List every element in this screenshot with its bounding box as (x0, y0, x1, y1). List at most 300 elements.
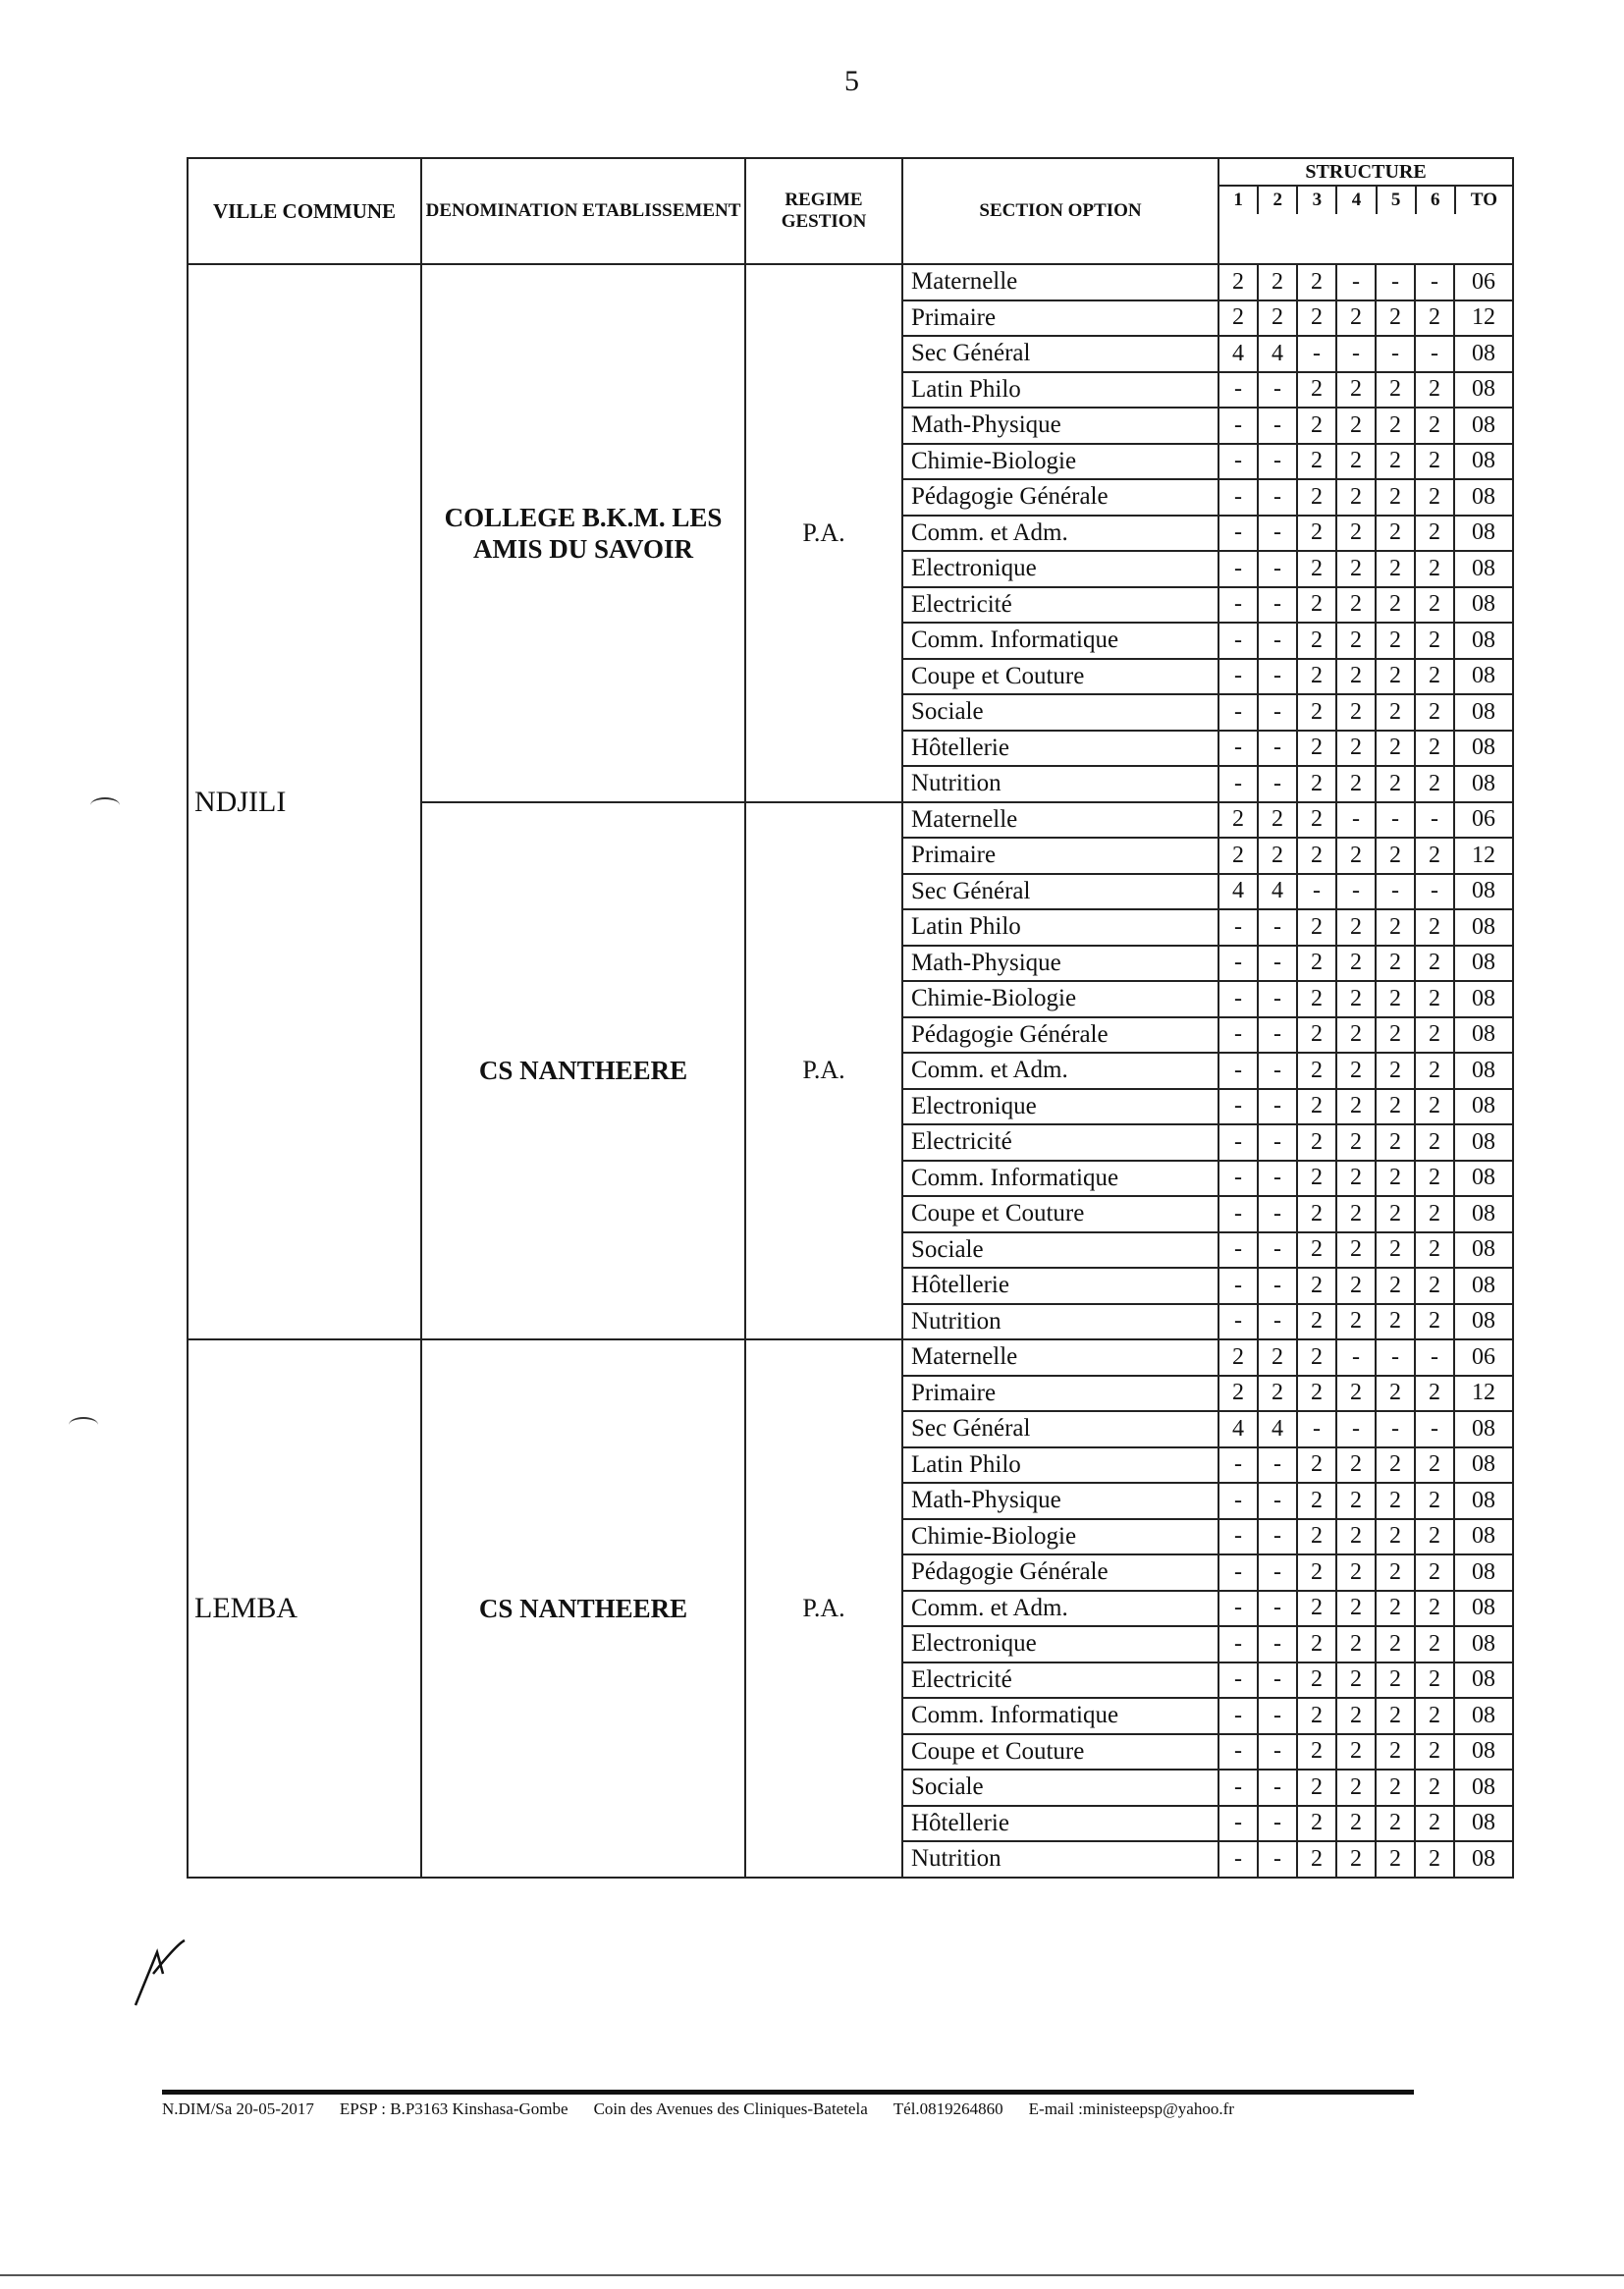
structure-count-cell: 2 (1336, 766, 1376, 802)
structure-count-cell: - (1258, 1770, 1297, 1806)
structure-count-cell: - (1258, 444, 1297, 480)
structure-count-cell: - (1258, 1591, 1297, 1627)
structure-count-cell: 2 (1415, 551, 1454, 587)
structure-count-cell: - (1297, 336, 1336, 372)
total-cell: 08 (1454, 372, 1513, 409)
structure-count-cell: 2 (1258, 1339, 1297, 1376)
structure-count-cell: 2 (1336, 909, 1376, 946)
structure-count-cell: 2 (1336, 408, 1376, 444)
regime-gestion-cell: P.A. (745, 1339, 902, 1878)
structure-count-cell: 2 (1336, 838, 1376, 874)
section-option-cell: Maternelle (902, 264, 1218, 300)
structure-count-cell: - (1218, 1841, 1258, 1878)
structure-count-cell: 2 (1336, 946, 1376, 982)
total-cell: 08 (1454, 1196, 1513, 1232)
structure-count-cell: 2 (1297, 731, 1336, 767)
structure-count-cell: 2 (1336, 1841, 1376, 1878)
structure-count-cell: 2 (1336, 1770, 1376, 1806)
structure-count-cell: 4 (1258, 336, 1297, 372)
table-row (188, 1339, 1513, 1376)
section-option-cell: Electronique (902, 1089, 1218, 1125)
structure-count-cell: 2 (1415, 946, 1454, 982)
structure-count-cell: - (1258, 1017, 1297, 1054)
section-option-cell: Hôtellerie (902, 1268, 1218, 1304)
total-cell: 08 (1454, 623, 1513, 659)
total-cell: 08 (1454, 1591, 1513, 1627)
table-body (188, 264, 1513, 1878)
structure-count-cell: - (1258, 1053, 1297, 1089)
total-cell: 08 (1454, 1161, 1513, 1197)
structure-count-cell: - (1297, 1411, 1336, 1447)
structure-count-cell: 2 (1297, 1376, 1336, 1412)
structure-columns (1219, 187, 1512, 214)
total-cell: 08 (1454, 587, 1513, 624)
structure-count-cell: 2 (1376, 694, 1415, 731)
header-section: SECTION OPTION (902, 158, 1218, 264)
structure-count-cell: 2 (1415, 1304, 1454, 1340)
structure-count-cell: 2 (1415, 1554, 1454, 1591)
structure-count-cell: - (1218, 1053, 1258, 1089)
structure-count-cell: 2 (1336, 1734, 1376, 1771)
structure-count-cell: 2 (1297, 1483, 1336, 1519)
structure-count-cell: - (1415, 874, 1454, 910)
structure-count-cell: 2 (1297, 1268, 1336, 1304)
structure-count-cell: 2 (1415, 659, 1454, 695)
structure-count-cell: - (1258, 587, 1297, 624)
structure-count-cell: 2 (1297, 1734, 1336, 1771)
structure-count-cell: 2 (1297, 1089, 1336, 1125)
structure-count-cell: - (1376, 1411, 1415, 1447)
section-option-cell: Primaire (902, 300, 1218, 337)
structure-count-cell: 2 (1376, 1519, 1415, 1555)
total-cell: 08 (1454, 909, 1513, 946)
structure-count-cell: 2 (1415, 408, 1454, 444)
total-cell: 08 (1454, 479, 1513, 516)
structure-count-cell: 2 (1376, 1626, 1415, 1662)
structure-count-cell: 2 (1218, 1376, 1258, 1412)
structure-count-cell: 2 (1218, 300, 1258, 337)
total-cell: 08 (1454, 1232, 1513, 1269)
structure-count-cell: 2 (1336, 1089, 1376, 1125)
structure-count-cell: - (1218, 1232, 1258, 1269)
structure-count-cell: 2 (1415, 731, 1454, 767)
structure-count-cell: 2 (1336, 300, 1376, 337)
total-cell: 08 (1454, 981, 1513, 1017)
structure-count-cell: - (1218, 1017, 1258, 1054)
structure-count-cell: 2 (1415, 1017, 1454, 1054)
total-cell: 08 (1454, 1841, 1513, 1878)
structure-count-cell: 2 (1415, 372, 1454, 409)
structure-count-cell: 4 (1218, 336, 1258, 372)
structure-count-cell: 2 (1415, 1232, 1454, 1269)
structure-count-cell: - (1218, 1519, 1258, 1555)
structure-count-cell: 2 (1297, 1053, 1336, 1089)
section-option-cell: Sociale (902, 1770, 1218, 1806)
section-option-cell: Hôtellerie (902, 731, 1218, 767)
ville-commune-cell: NDJILI (188, 264, 421, 1339)
structure-count-cell: 2 (1297, 479, 1336, 516)
structure-count-cell: 2 (1336, 551, 1376, 587)
structure-count-cell: 2 (1336, 1376, 1376, 1412)
structure-count-cell: 2 (1415, 1089, 1454, 1125)
structure-count-cell: 2 (1376, 909, 1415, 946)
structure-count-cell: 4 (1218, 874, 1258, 910)
section-option-cell: Math-Physique (902, 1483, 1218, 1519)
structure-count-cell: 2 (1218, 838, 1258, 874)
structure-count-cell: 2 (1297, 981, 1336, 1017)
structure-col-header: 3 (1298, 187, 1337, 214)
structure-count-cell: 2 (1336, 1232, 1376, 1269)
structure-count-cell: 2 (1376, 372, 1415, 409)
structure-count-cell: 2 (1415, 1161, 1454, 1197)
ville-commune-cell: LEMBA (188, 1339, 421, 1878)
structure-count-cell: - (1258, 551, 1297, 587)
structure-count-cell: 2 (1336, 731, 1376, 767)
structure-count-cell: 2 (1415, 694, 1454, 731)
section-option-cell: Comm. et Adm. (902, 1591, 1218, 1627)
section-option-cell: Nutrition (902, 1304, 1218, 1340)
total-cell: 08 (1454, 1698, 1513, 1734)
structure-count-cell: 2 (1336, 444, 1376, 480)
structure-count-cell: 2 (1415, 444, 1454, 480)
structure-count-cell: - (1258, 694, 1297, 731)
structure-count-cell: 2 (1297, 659, 1336, 695)
structure-count-cell: 2 (1415, 1483, 1454, 1519)
total-col-header: TO (1470, 190, 1497, 210)
structure-count-cell: - (1218, 1304, 1258, 1340)
total-cell: 08 (1454, 551, 1513, 587)
structure-count-cell: 2 (1336, 1304, 1376, 1340)
total-cell: 08 (1454, 1734, 1513, 1771)
structure-count-cell: - (1258, 372, 1297, 409)
table-row (188, 264, 1513, 300)
structure-count-cell: - (1218, 766, 1258, 802)
structure-count-cell: - (1258, 1519, 1297, 1555)
structure-count-cell: - (1258, 1268, 1297, 1304)
structure-count-cell: 2 (1415, 587, 1454, 624)
total-cell: 08 (1454, 766, 1513, 802)
structure-count-cell: 2 (1297, 1232, 1336, 1269)
structure-count-cell: - (1258, 479, 1297, 516)
total-cell: 08 (1454, 1483, 1513, 1519)
footer (162, 2099, 1438, 2119)
structure-count-cell: 2 (1376, 981, 1415, 1017)
structure-count-cell: 2 (1376, 1304, 1415, 1340)
structure-count-cell: 2 (1376, 1554, 1415, 1591)
structure-count-cell: 2 (1258, 1376, 1297, 1412)
section-option-cell: Latin Philo (902, 1447, 1218, 1484)
structure-count-cell: 2 (1258, 802, 1297, 839)
header-ville-commune: VILLE COMMUNE (188, 158, 421, 264)
structure-count-cell: - (1218, 1734, 1258, 1771)
structure-count-cell: 2 (1297, 300, 1336, 337)
structure-count-cell: 2 (1297, 1591, 1336, 1627)
structure-count-cell: - (1258, 1626, 1297, 1662)
handwritten-signature (128, 1935, 206, 2013)
total-cell: 08 (1454, 336, 1513, 372)
structure-count-cell: - (1218, 479, 1258, 516)
section-option-cell: Math-Physique (902, 408, 1218, 444)
structure-count-cell: - (1258, 766, 1297, 802)
structure-count-cell: 2 (1376, 1161, 1415, 1197)
structure-col-header: 4 (1337, 187, 1377, 214)
structure-count-cell: - (1415, 336, 1454, 372)
structure-count-cell: 2 (1415, 1698, 1454, 1734)
structure-count-cell: 2 (1336, 1268, 1376, 1304)
structure-count-cell: 4 (1258, 874, 1297, 910)
structure-count-cell: 2 (1297, 1770, 1336, 1806)
header-structure (1218, 158, 1513, 264)
section-option-cell: Sociale (902, 694, 1218, 731)
structure-table (187, 157, 1514, 1879)
page-number: 5 (844, 65, 859, 97)
structure-count-cell: 2 (1376, 623, 1415, 659)
structure-count-cell: - (1258, 1124, 1297, 1161)
structure-count-cell: 2 (1376, 766, 1415, 802)
structure-count-cell: - (1218, 1698, 1258, 1734)
structure-count-cell: 2 (1336, 1626, 1376, 1662)
structure-count-cell: 2 (1415, 766, 1454, 802)
section-option-cell: Nutrition (902, 1841, 1218, 1878)
total-cell: 08 (1454, 1806, 1513, 1842)
structure-count-cell: - (1218, 731, 1258, 767)
structure-count-cell: - (1218, 444, 1258, 480)
structure-count-cell: - (1218, 1196, 1258, 1232)
structure-count-cell: - (1218, 946, 1258, 982)
structure-count-cell: - (1258, 909, 1297, 946)
structure-count-cell: 2 (1415, 1053, 1454, 1089)
section-option-cell: Coupe et Couture (902, 1734, 1218, 1771)
structure-count-cell: 2 (1297, 1196, 1336, 1232)
section-option-cell: Math-Physique (902, 946, 1218, 982)
section-option-cell: Comm. Informatique (902, 1698, 1218, 1734)
structure-count-cell: 2 (1297, 909, 1336, 946)
structure-count-cell: 2 (1376, 838, 1415, 874)
structure-count-cell: 2 (1336, 1161, 1376, 1197)
structure-count-cell: 2 (1297, 408, 1336, 444)
structure-count-cell: 2 (1415, 1447, 1454, 1484)
structure-count-cell: 2 (1415, 1662, 1454, 1699)
structure-count-cell: - (1218, 1591, 1258, 1627)
total-cell: 08 (1454, 408, 1513, 444)
structure-count-cell: 2 (1376, 1698, 1415, 1734)
footer-tel: Tél.0819264860 (893, 2099, 1003, 2118)
structure-count-cell: 2 (1376, 946, 1415, 982)
structure-count-cell: 2 (1376, 1196, 1415, 1232)
section-option-cell: Pédagogie Générale (902, 479, 1218, 516)
total-cell: 08 (1454, 874, 1513, 910)
structure-count-cell: 2 (1376, 300, 1415, 337)
structure-count-cell: - (1258, 981, 1297, 1017)
structure-col-header: 6 (1417, 187, 1456, 214)
structure-count-cell: 2 (1415, 1519, 1454, 1555)
structure-count-cell: 2 (1297, 1698, 1336, 1734)
structure-count-cell: - (1218, 1161, 1258, 1197)
structure-count-cell: 2 (1218, 1339, 1258, 1376)
structure-col-header: 2 (1259, 187, 1298, 214)
structure-count-cell: - (1415, 1411, 1454, 1447)
structure-count-cell: - (1376, 1339, 1415, 1376)
structure-count-cell: 2 (1376, 1770, 1415, 1806)
total-cell: 08 (1454, 1268, 1513, 1304)
total-cell: 08 (1454, 1770, 1513, 1806)
structure-count-cell: 2 (1415, 1196, 1454, 1232)
structure-count-cell: - (1336, 802, 1376, 839)
structure-count-cell: 2 (1376, 1734, 1415, 1771)
total-cell: 06 (1454, 1339, 1513, 1376)
section-option-cell: Coupe et Couture (902, 1196, 1218, 1232)
section-option-cell: Hôtellerie (902, 1806, 1218, 1842)
structure-count-cell: - (1218, 623, 1258, 659)
structure-count-cell: 2 (1336, 1591, 1376, 1627)
structure-count-cell: 2 (1415, 516, 1454, 552)
structure-count-cell: 2 (1336, 1698, 1376, 1734)
total-cell: 12 (1454, 1376, 1513, 1412)
structure-count-cell: 2 (1336, 372, 1376, 409)
structure-count-cell: 2 (1336, 1017, 1376, 1054)
structure-count-cell: 2 (1415, 1770, 1454, 1806)
structure-count-cell: 2 (1376, 516, 1415, 552)
structure-count-cell: - (1218, 694, 1258, 731)
regime-gestion-cell: P.A. (745, 264, 902, 802)
structure-count-cell: 2 (1297, 587, 1336, 624)
total-cell: 08 (1454, 1519, 1513, 1555)
structure-count-cell: - (1218, 516, 1258, 552)
structure-count-cell: 2 (1415, 479, 1454, 516)
total-cell: 08 (1454, 1124, 1513, 1161)
total-cell: 06 (1454, 264, 1513, 300)
etablissement-name-cell: COLLEGE B.K.M. LES AMIS DU SAVOIR (421, 264, 745, 802)
structure-count-cell: 2 (1415, 1841, 1454, 1878)
structure-count-cell: - (1218, 408, 1258, 444)
section-option-cell: Maternelle (902, 1339, 1218, 1376)
structure-count-cell: 2 (1376, 1268, 1415, 1304)
structure-count-cell: 2 (1336, 1196, 1376, 1232)
section-option-cell: Sec Général (902, 874, 1218, 910)
total-cell: 08 (1454, 1304, 1513, 1340)
structure-count-cell: 2 (1336, 1053, 1376, 1089)
footer-address: EPSP : B.P3163 Kinshasa-Gombe (339, 2099, 568, 2118)
footer-email: E-mail :ministeepsp@yahoo.fr (1028, 2099, 1234, 2118)
structure-count-cell: - (1297, 874, 1336, 910)
etablissement-name-cell: CS NANTHEERE (421, 802, 745, 1340)
structure-count-cell: 4 (1258, 1411, 1297, 1447)
structure-count-cell: - (1258, 1161, 1297, 1197)
structure-count-cell: 2 (1336, 1447, 1376, 1484)
structure-count-cell: - (1218, 1554, 1258, 1591)
margin-tick-mark (69, 1417, 98, 1433)
structure-count-cell: 2 (1415, 981, 1454, 1017)
structure-count-cell: 2 (1297, 1806, 1336, 1842)
structure-count-cell: 2 (1415, 1124, 1454, 1161)
section-option-cell: Comm. Informatique (902, 623, 1218, 659)
structure-count-cell: 2 (1415, 1376, 1454, 1412)
structure-count-cell: - (1218, 587, 1258, 624)
structure-count-cell: 2 (1336, 1554, 1376, 1591)
structure-count-cell: 2 (1376, 731, 1415, 767)
structure-count-cell: - (1258, 659, 1297, 695)
structure-count-cell: - (1258, 946, 1297, 982)
structure-count-cell: 2 (1297, 1339, 1336, 1376)
structure-count-cell: - (1415, 802, 1454, 839)
structure-count-cell: 2 (1376, 1483, 1415, 1519)
header-denomination: DENOMINATION ETABLISSEMENT (421, 158, 745, 264)
structure-count-cell: - (1258, 1447, 1297, 1484)
structure-count-cell: 2 (1376, 1376, 1415, 1412)
structure-col-header: 1 (1219, 187, 1259, 214)
structure-count-cell: 2 (1336, 1519, 1376, 1555)
total-cell: 08 (1454, 731, 1513, 767)
section-option-cell: Electricité (902, 1124, 1218, 1161)
total-cell: 08 (1454, 1554, 1513, 1591)
section-option-cell: Primaire (902, 1376, 1218, 1412)
structure-count-cell: 2 (1376, 1447, 1415, 1484)
footer-rule (162, 2090, 1414, 2095)
structure-count-cell: 2 (1218, 802, 1258, 839)
structure-count-cell: 2 (1376, 1662, 1415, 1699)
total-cell: 08 (1454, 659, 1513, 695)
total-cell: 08 (1454, 516, 1513, 552)
structure-count-cell: - (1258, 1554, 1297, 1591)
structure-table-wrapper (187, 157, 1512, 1879)
total-cell: 12 (1454, 838, 1513, 874)
section-option-cell: Electricité (902, 587, 1218, 624)
structure-count-cell: - (1336, 336, 1376, 372)
section-option-cell: Electronique (902, 1626, 1218, 1662)
structure-count-cell: - (1258, 1196, 1297, 1232)
structure-count-cell: 2 (1336, 1483, 1376, 1519)
structure-count-cell: 2 (1376, 659, 1415, 695)
structure-count-cell: 2 (1297, 1304, 1336, 1340)
header-regime: REGIME GESTION (745, 158, 902, 264)
structure-count-cell: 2 (1297, 444, 1336, 480)
structure-count-cell: 2 (1415, 1806, 1454, 1842)
structure-count-cell: 2 (1297, 1662, 1336, 1699)
structure-count-cell: - (1258, 1232, 1297, 1269)
structure-count-cell: 2 (1336, 1662, 1376, 1699)
total-cell: 08 (1454, 1662, 1513, 1699)
structure-count-cell: 2 (1336, 1806, 1376, 1842)
structure-count-cell: 2 (1415, 1268, 1454, 1304)
total-cell: 08 (1454, 1626, 1513, 1662)
structure-count-cell: 2 (1376, 1017, 1415, 1054)
structure-count-cell: - (1376, 874, 1415, 910)
structure-count-cell: - (1336, 1339, 1376, 1376)
structure-count-cell: 2 (1218, 264, 1258, 300)
structure-count-cell: 2 (1376, 551, 1415, 587)
structure-count-cell: - (1258, 731, 1297, 767)
structure-count-cell: 2 (1297, 372, 1336, 409)
structure-count-cell: 2 (1297, 551, 1336, 587)
structure-count-cell: 2 (1297, 264, 1336, 300)
structure-count-cell: - (1258, 1089, 1297, 1125)
total-cell: 08 (1454, 1447, 1513, 1484)
section-option-cell: Latin Philo (902, 909, 1218, 946)
section-option-cell: Chimie-Biologie (902, 981, 1218, 1017)
structure-count-cell: 2 (1297, 1519, 1336, 1555)
structure-count-cell: 2 (1415, 909, 1454, 946)
structure-count-cell: - (1258, 516, 1297, 552)
structure-count-cell: 2 (1297, 1841, 1336, 1878)
total-cell: 08 (1454, 1053, 1513, 1089)
structure-count-cell: 2 (1376, 408, 1415, 444)
regime-gestion-cell: P.A. (745, 802, 902, 1340)
section-option-cell: Sec Général (902, 1411, 1218, 1447)
structure-count-cell: 2 (1376, 1841, 1415, 1878)
section-option-cell: Maternelle (902, 802, 1218, 839)
structure-count-cell: 2 (1415, 623, 1454, 659)
structure-count-cell: - (1218, 1483, 1258, 1519)
